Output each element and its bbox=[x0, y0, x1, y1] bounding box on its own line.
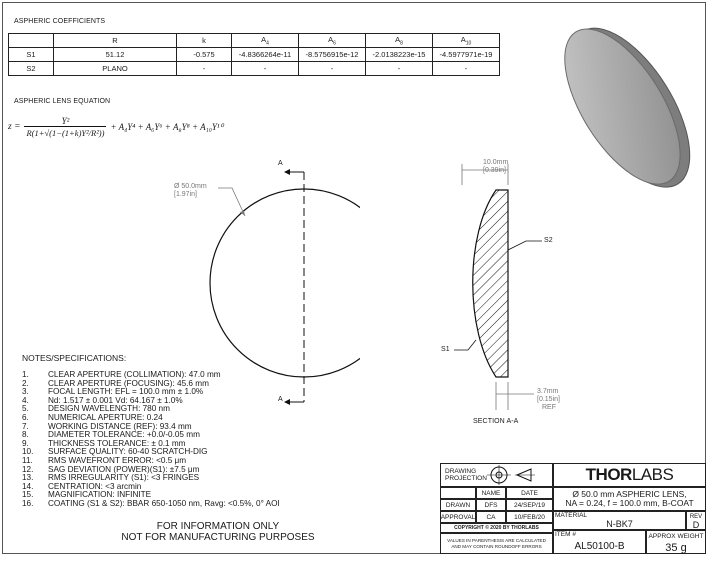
equation-denominator: R(1+√(1−(1+k)Y²/R²)) bbox=[26, 128, 105, 138]
table-cell bbox=[9, 34, 54, 48]
note-number: 16. bbox=[22, 498, 34, 508]
item-label: ITEM # bbox=[555, 531, 576, 538]
equation-lhs: z = bbox=[8, 122, 21, 132]
note-text: MAGNIFICATION: INFINITE bbox=[48, 490, 152, 500]
section-title: SECTION A-A bbox=[473, 418, 519, 425]
table-cell: - bbox=[433, 62, 500, 76]
table-cell: -0.575 bbox=[177, 48, 232, 62]
equation-numerator: Y² bbox=[61, 116, 70, 126]
section-view-drawing bbox=[430, 150, 580, 420]
note-number: 9. bbox=[22, 438, 29, 448]
table-cell: $A_{10}$ bbox=[433, 34, 500, 48]
material-value: N-BK7 bbox=[606, 518, 633, 529]
note-text: THICKNESS TOLERANCE: ± 0.1 mm bbox=[48, 438, 186, 448]
thickness-label-mm: 10.0mm bbox=[483, 159, 509, 166]
s1-leader bbox=[454, 340, 476, 350]
table-cell: $A_6$ bbox=[299, 34, 366, 48]
drawn-label: DRAWN bbox=[440, 499, 476, 511]
third-angle-projection-icon bbox=[483, 465, 543, 485]
copyright: COPYRIGHT © 2020 BY THORLABS bbox=[440, 523, 553, 533]
rev-value: D bbox=[692, 519, 700, 530]
note-text: DESIGN WAVELENGTH: 780 nm bbox=[48, 404, 170, 414]
lens-outline-circle bbox=[210, 189, 360, 377]
disclaimer bbox=[118, 521, 318, 543]
section-letter-top: A bbox=[278, 160, 283, 167]
note-number: 14. bbox=[22, 481, 34, 491]
lens-equation bbox=[8, 116, 223, 138]
description-line-2: NA = 0.24, f = 100.0 mm, B-COAT bbox=[565, 498, 694, 508]
note-text: RMS WAVEFRONT ERROR: <0.5 μm bbox=[48, 455, 187, 465]
edge-ref-label: REF bbox=[542, 404, 556, 411]
name-header: NAME bbox=[476, 487, 506, 499]
weight-cell bbox=[646, 530, 706, 554]
note-number: 13. bbox=[22, 473, 34, 483]
rev-cell bbox=[686, 511, 706, 530]
table-cell: $A_4$ bbox=[232, 34, 299, 48]
note-text: SAG DEVIATION (POWER)(S1): ±7.5 μm bbox=[48, 464, 200, 474]
approval-date: 10/FEB/20 bbox=[506, 511, 553, 523]
item-cell bbox=[553, 530, 646, 554]
projection-label: DRAWING PROJECTION bbox=[445, 468, 487, 482]
edge-label-in: [0.15in] bbox=[537, 396, 560, 403]
coefficients-title: ASPHERIC COEFFICIENTS bbox=[14, 18, 106, 25]
values-note: VALUES IN PARENTHESIS ARE CALCULATED AND MAY CONTAIN ROUNDOFF ERRORS bbox=[440, 533, 553, 554]
disclaimer-line-2: NOT FOR MANUFACTURING PURPOSES bbox=[121, 532, 315, 543]
equation-fraction bbox=[24, 116, 106, 138]
note-text: CENTRATION: <3 arcmin bbox=[48, 481, 142, 491]
s2-label: S2 bbox=[544, 237, 553, 244]
note-text: NUMERICAL APERTURE: 0.24 bbox=[48, 412, 163, 422]
notes-list bbox=[22, 371, 280, 509]
thorlabs-logo bbox=[553, 463, 706, 487]
note-number: 1. bbox=[22, 370, 29, 379]
table-cell: - bbox=[177, 62, 232, 76]
table-header-row bbox=[9, 34, 500, 48]
weight-value: 35 g bbox=[665, 541, 687, 554]
note-number: 11. bbox=[22, 455, 33, 465]
approval-name: CA bbox=[476, 511, 506, 523]
material-label: MATERIAL bbox=[555, 512, 588, 519]
equation-tail: + A₄Y⁴ + A₆Y⁶ + A₈Y⁸ + A₁₀Y¹⁰ bbox=[110, 121, 224, 132]
disclaimer-line-1: FOR INFORMATION ONLY bbox=[156, 521, 280, 532]
table-cell: -4.5977971e-19 bbox=[433, 48, 500, 62]
note-number: 4. bbox=[22, 395, 29, 405]
note-text: FOCAL LENGTH: EFL = 100.0 mm ± 1.0% bbox=[48, 387, 204, 397]
table-cell: R bbox=[54, 34, 177, 48]
note-text: Nd: 1.517 ± 0.001 Vd: 64.167 ± 1.0% bbox=[48, 395, 183, 405]
diameter-dimension bbox=[174, 183, 207, 199]
rev-label: REV bbox=[689, 513, 703, 520]
table-cell: 51.12 bbox=[54, 48, 177, 62]
diameter-label-in: [1.97in] bbox=[174, 191, 197, 198]
table-row bbox=[9, 62, 500, 76]
table-cell: - bbox=[232, 62, 299, 76]
note-text: SURFACE QUALITY: 60-40 SCRATCH-DIG bbox=[48, 447, 208, 457]
edge-dimension bbox=[537, 388, 560, 412]
weight-label: APPROX WEIGHT bbox=[648, 532, 704, 540]
note-number: 8. bbox=[22, 430, 29, 440]
item-number: AL50100-B bbox=[574, 540, 625, 552]
section-letter-bottom: A bbox=[278, 396, 283, 403]
diameter-label-mm: Ø 50.0mm bbox=[174, 183, 207, 190]
note-text: RMS IRREGULARITY (S1): <3 FRINGES bbox=[48, 473, 200, 483]
note-number: 7. bbox=[22, 421, 29, 431]
table-row bbox=[9, 48, 500, 62]
thickness-label-in: [0.39in] bbox=[483, 167, 506, 174]
table-cell: -2.0138223e-15 bbox=[366, 48, 433, 62]
note-text: WORKING DISTANCE (REF): 93.4 mm bbox=[48, 421, 192, 431]
table-cell: S2 bbox=[9, 62, 54, 76]
note-number: 2. bbox=[22, 378, 29, 388]
logo-bold: THOR bbox=[585, 465, 632, 484]
s1-label: S1 bbox=[441, 346, 450, 353]
table-cell: - bbox=[299, 62, 366, 76]
note-number: 6. bbox=[22, 412, 29, 422]
thickness-dimension bbox=[483, 159, 508, 175]
note-number: 3. bbox=[22, 387, 29, 397]
table-cell: PLANO bbox=[54, 62, 177, 76]
projection-cell bbox=[440, 463, 553, 487]
lens-cross-section bbox=[473, 190, 508, 377]
table-cell: $A_8$ bbox=[366, 34, 433, 48]
note-text: DIAMETER TOLERANCE: +0.0/-0.05 mm bbox=[48, 430, 200, 440]
material-cell bbox=[553, 511, 686, 530]
note-text: COATING (S1 & S2): BBAR 650-1050 nm, Ravg: <0.5%, 0° AOI bbox=[48, 498, 280, 508]
s2-leader bbox=[508, 241, 542, 250]
coefficients-table bbox=[8, 33, 500, 76]
part-description bbox=[553, 487, 706, 511]
note-number: 10. bbox=[22, 447, 34, 457]
table-cell: k bbox=[177, 34, 232, 48]
logo-thin: LABS bbox=[631, 465, 674, 484]
table-cell: - bbox=[366, 62, 433, 76]
edge-label-mm: 3.7mm bbox=[537, 388, 559, 395]
note-number: 5. bbox=[22, 404, 29, 414]
description-line-1: Ø 50.0 mm ASPHERIC LENS, bbox=[572, 489, 687, 499]
note-text: CLEAR APERTURE (FOCUSING): 45.6 mm bbox=[48, 378, 209, 388]
note-text: CLEAR APERTURE (COLLIMATION): 47.0 mm bbox=[48, 370, 221, 379]
drawn-name: DFS bbox=[476, 499, 506, 511]
table-cell: -8.5756915e-12 bbox=[299, 48, 366, 62]
table-cell: S1 bbox=[9, 48, 54, 62]
blank-cell bbox=[440, 487, 476, 499]
notes-title: NOTES/SPECIFICATIONS: bbox=[22, 353, 127, 363]
table-cell: -4.8366264e-11 bbox=[232, 48, 299, 62]
note-number: 15. bbox=[22, 490, 34, 500]
note-item bbox=[22, 500, 280, 509]
approval-label: APPROVAL bbox=[440, 511, 476, 523]
equation-title: ASPHERIC LENS EQUATION bbox=[14, 98, 111, 105]
note-number: 12. bbox=[22, 464, 34, 474]
date-header: DATE bbox=[506, 487, 553, 499]
drawn-date: 24/SEP/19 bbox=[506, 499, 553, 511]
